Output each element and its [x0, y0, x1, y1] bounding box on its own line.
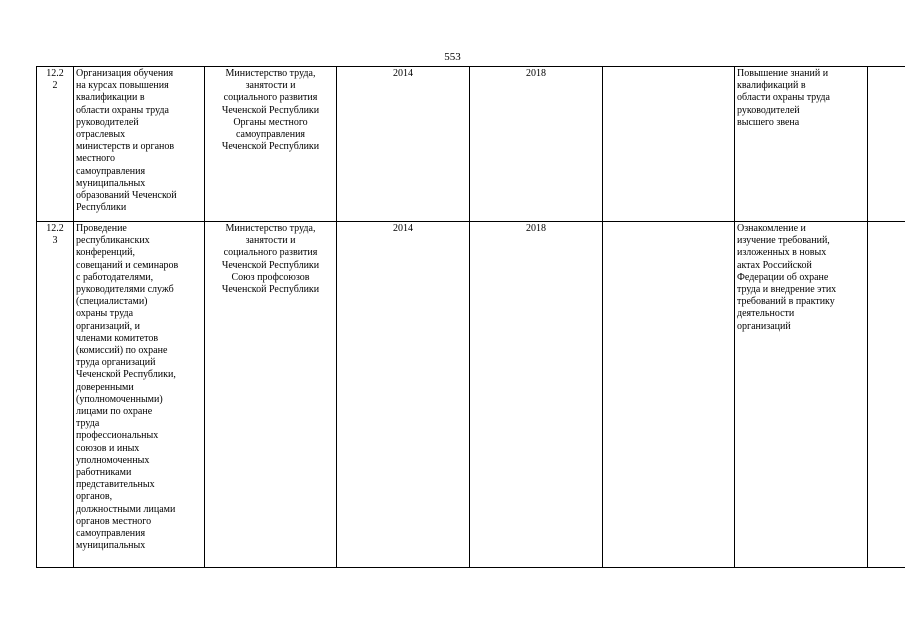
start-year-cell: 2014: [337, 222, 470, 568]
start-year-cell: 2014: [337, 67, 470, 222]
activity-cell: Организация обучения на курсах повышения квалификации в области охраны труда руководителей отраслевых министерств и органов местного самоуправления муниципальных образований Чеченской Республики: [74, 67, 205, 222]
page-number: 553: [444, 51, 461, 63]
result-cell: Ознакомление и изучение требований, изложенных в новых актах Российской Федерации об охране труда и внедрение этих требований в практику деятельности организаций: [735, 222, 868, 568]
funding-cell: [603, 222, 735, 568]
executor-cell: Министерство труда, занятости и социального развития Чеченской Республики Союз профсоюзов Чеченской Республики: [205, 222, 337, 568]
program-table: [36, 66, 905, 568]
funding-cell: [603, 67, 735, 222]
executor-cell: Министерство труда, занятости и социального развития Чеченской Республики Органы местного самоуправления Чеченской Республики: [205, 67, 337, 222]
result-cell: Повышение знаний и квалификаций в области охраны труда руководителей высшего звена: [735, 67, 868, 222]
row-number: 12.2 3: [37, 222, 74, 568]
end-year-cell: 2018: [470, 222, 603, 568]
activity-cell: Проведение республиканских конференций, совещаний и семинаров с работодателями, руководителями служб (специалистами) охраны труда организаций, и членами комитетов (комиссий) по охране труда организаций Чеченской Республики, доверенными (уполномоченными) лицами по охране труда профессиональных союзов и иных уполномоченных работниками представительных органов, должностными лицами органов местного самоуправления муниципальных: [74, 222, 205, 568]
row-number: 12.2 2: [37, 67, 74, 222]
note-cell: [868, 222, 905, 568]
table-row: [37, 67, 905, 222]
end-year-cell: 2018: [470, 67, 603, 222]
note-cell: [868, 67, 905, 222]
table-row: [37, 222, 905, 568]
